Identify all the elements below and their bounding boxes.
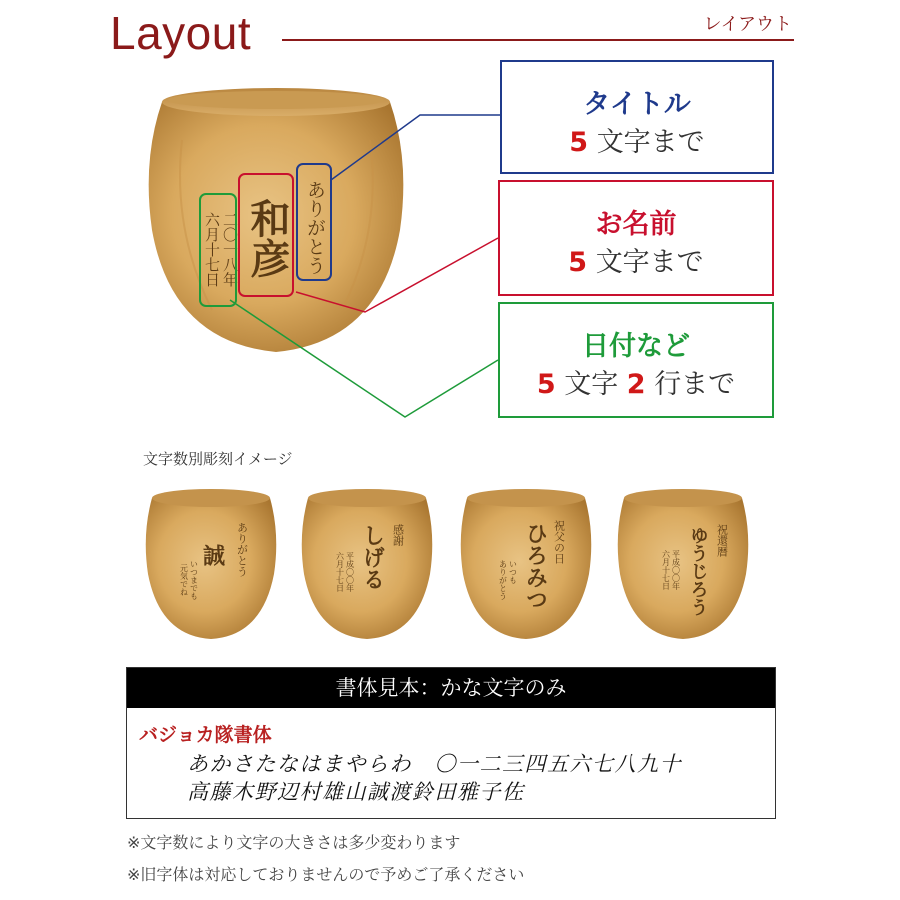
- callout-name: [498, 180, 774, 296]
- sample-3-date-1: いつも: [508, 560, 518, 584]
- callout-title-limit-num: 5: [569, 127, 589, 158]
- sample-3-date-2: ありがとう: [498, 560, 508, 600]
- samples-caption: 文字数別彫刻イメージ: [143, 450, 293, 468]
- main-engraving-date-2: 六月十七日: [203, 212, 221, 287]
- sample-1-date-1: いつまでも: [189, 560, 199, 600]
- callout-title-limit-text: 文字まで: [596, 127, 705, 158]
- note-size-varies: ※文字数により文字の大きさは多少変わります: [127, 833, 461, 852]
- sample-1-name: 誠: [199, 544, 225, 566]
- sample-4-name: ゆうじろう: [687, 526, 709, 616]
- callout-date-limit-text2: 行まで: [654, 369, 736, 400]
- callout-date-limit-num: 5: [536, 369, 556, 400]
- header-divider: [282, 39, 794, 41]
- callout-date-limit-text: 文字: [564, 369, 619, 400]
- sample-4-date-2: 六月十七日: [661, 550, 671, 590]
- sample-4-date-1: 平成〇〇年: [671, 550, 681, 590]
- callout-name-limit-num: 5: [568, 247, 588, 278]
- callout-name-limit-text: 文字まで: [595, 247, 704, 278]
- main-engraving-title: ありがとう: [304, 180, 326, 275]
- sample-2-name: しげる: [359, 524, 385, 590]
- callout-date: [498, 302, 774, 418]
- sample-2-date-1: 平成〇〇年: [345, 552, 355, 592]
- sample-cup-3: [457, 484, 595, 642]
- page-subtitle: レイアウト: [703, 14, 792, 35]
- note-old-kanji: ※旧字体は対応しておりませんので予めご了承ください: [127, 865, 525, 884]
- callout-date-label: 日付など: [582, 331, 690, 362]
- sample-cup-4: [614, 484, 752, 642]
- main-cup-image: [142, 80, 410, 358]
- sample-3-title: 祝父の日: [552, 520, 566, 564]
- callout-name-label: お名前: [595, 209, 677, 240]
- sample-3-name: ひろみつ: [522, 522, 548, 610]
- font-sample-box: [126, 667, 776, 819]
- sample-cup-1: [142, 484, 280, 642]
- font-sample-line-2: 高藤木野辺村雄山誠渡鈴田雅子佐: [187, 780, 525, 804]
- font-sample-line-1: あかさたなはまやらわ 〇一二三四五六七八九十: [187, 752, 682, 776]
- sample-1-date-2: 元気でね: [179, 564, 189, 596]
- font-sample-header: 書体見本：かな文字のみ: [127, 668, 775, 708]
- callout-date-limit-num2: 2: [626, 369, 646, 400]
- sample-2-date-2: 六月十七日: [335, 552, 345, 592]
- font-name: バジョカ隊書体: [139, 724, 272, 746]
- main-engraving-date-1: 二〇一八年: [221, 212, 239, 287]
- sample-1-title: ありがとう: [235, 522, 249, 577]
- main-engraving-name: 和彦: [244, 198, 290, 278]
- callout-title: [500, 60, 774, 174]
- sample-cup-2: [298, 484, 436, 642]
- sample-2-title: 感謝: [391, 524, 405, 546]
- sample-4-title: 祝還暦: [715, 524, 729, 557]
- callout-title-label: タイトル: [583, 89, 691, 120]
- page-title: Layout: [110, 7, 252, 59]
